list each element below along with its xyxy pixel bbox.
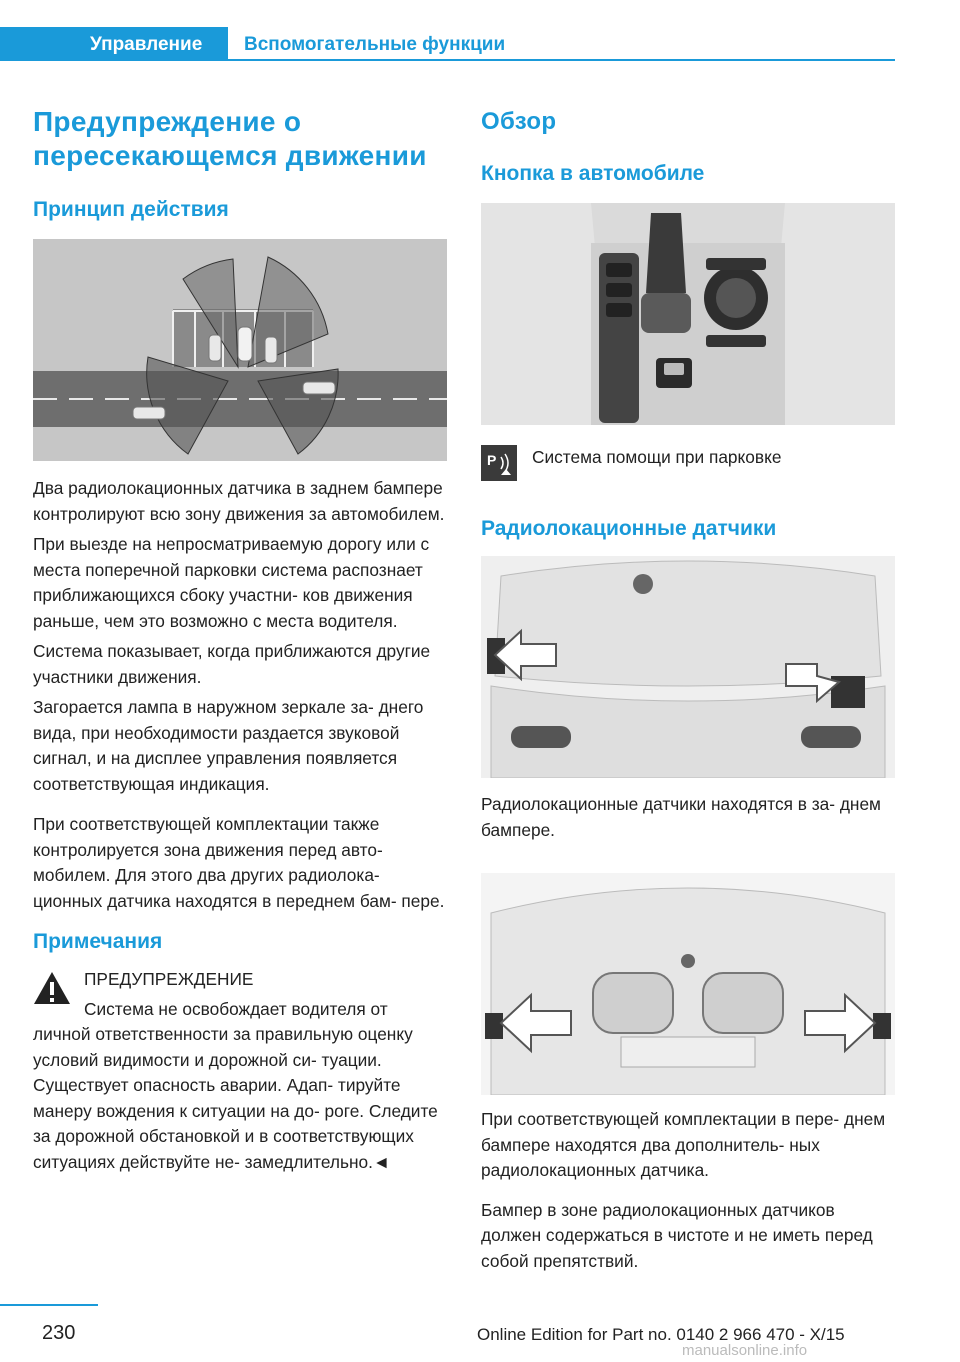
svg-text:P: P <box>487 452 497 468</box>
paragraph-rear-sensors: Радиолокационные датчики находятся в за‐ днем бампере. <box>481 794 881 840</box>
header-tab-assist-functions[interactable]: Вспомогательные функции <box>244 34 506 55</box>
park-assist-row <box>481 445 895 481</box>
edition-info: Online Edition for Part no. 0140 2 966 470 - X/15 <box>477 1325 845 1344</box>
warning-first-line: Система не освобождает водителя от <box>84 998 388 1019</box>
paragraph-exit: При выезде на непросматриваемую дорогу или с места поперечной парковки система распознает приближающихся сбоку участни‐ ков движения раньше, чем это возможно с места водителя. <box>33 534 430 631</box>
paragraph-front-sensors: При соответствующей комплектации в пере‐ днем бампере находятся два дополнитель‐ ных радиолокационных датчика. <box>481 1109 886 1180</box>
overview-title: Обзор <box>481 108 557 135</box>
section-sensors-heading: Радиолокационные датчики <box>481 517 777 540</box>
section-principle-heading: Принцип действия <box>33 198 229 221</box>
section-notes-heading: Примечания <box>33 930 163 953</box>
left-column <box>33 100 447 1175</box>
warning-text: личной ответственности за правильную оценку условий видимости и дорожной си‐ туации. Существует опасность аварии. Адап‐ тируйте манеру вождения к ситуации на до‐ роге. Следите за дорожной обстановкой и в соответствующих ситуациях действуйте не‐ замедлительно.◄ <box>33 1024 438 1172</box>
paragraph-sensors: Два радиолокационных датчика в заднем бампере контролируют всю зону движения за автомобилем. <box>33 478 445 524</box>
page-title <box>33 105 447 173</box>
header-tab-controls[interactable]: Управление <box>90 34 203 55</box>
paragraph-keep-clean: Бампер в зоне радиолокационных датчиков должен содержаться в чистоте и не иметь перед собой препятствий. <box>481 1199 873 1271</box>
cross-traffic-diagram <box>33 239 447 461</box>
page-header <box>0 27 895 63</box>
paragraph-display: Система показывает, когда приближаются другие участники движения. <box>33 641 431 687</box>
rear-bumper-photo <box>481 556 895 778</box>
cross-traffic-diagram-svg <box>33 239 447 461</box>
warning-label: ПРЕДУПРЕЖДЕНИЕ <box>84 969 254 989</box>
watermark: manualsonline.info <box>682 1342 808 1359</box>
page-number: 230 <box>42 1322 76 1344</box>
paragraph-lamp: Загорается лампа в наружном зеркале за‐ днего вида, при необходимости раздается звуковой сигнал, и на дисплее управления появляется соответствующая индикация. <box>33 697 424 794</box>
front-bumper-photo <box>481 873 895 1095</box>
page-title-line2: пересекающемся движении <box>33 140 427 171</box>
park-assist-button-icon[interactable] <box>481 445 517 481</box>
park-assist-caption: Система помощи при парковке <box>532 447 782 467</box>
center-console-photo <box>481 203 895 425</box>
page-title-line1: Предупреждение о <box>33 106 302 137</box>
paragraph-front: При соответствующей комплектации также контролируется зона движения перед авто‐ мобилем. Для этого два других радиолока‐ ционных датчика находятся в переднем бам‐ пере. <box>33 814 445 911</box>
section-button-heading: Кнопка в автомобиле <box>481 162 705 185</box>
footer-rule <box>0 1304 98 1306</box>
warning-block <box>33 967 447 1175</box>
right-column <box>481 100 895 1274</box>
warning-icon <box>33 971 71 1005</box>
header-rule <box>228 59 895 61</box>
